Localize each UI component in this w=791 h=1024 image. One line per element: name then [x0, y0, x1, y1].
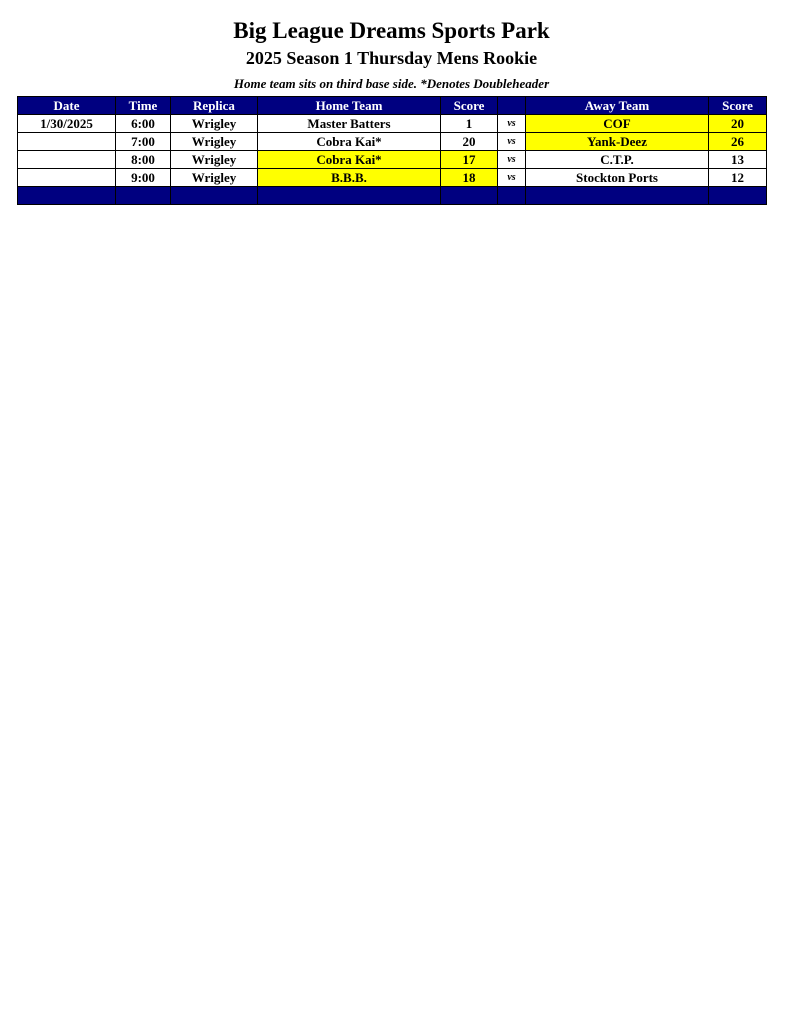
cell-away-score: 12 — [709, 169, 767, 187]
cell-vs: vs — [498, 169, 526, 187]
table-row — [18, 115, 767, 133]
column-header-home-team: Home Team — [258, 97, 441, 115]
cell-time: 7:00 — [116, 133, 171, 151]
cell-home-score: 18 — [441, 169, 498, 187]
cell-replica: Wrigley — [171, 115, 258, 133]
column-header-date: Date — [18, 97, 116, 115]
column-header-away-team: Away Team — [526, 97, 709, 115]
schedule-note: Home team sits on third base side. *Denotes Doubleheader — [233, 76, 550, 91]
cell-away-score: 13 — [709, 151, 767, 169]
cell-home-team: Master Batters — [258, 115, 441, 133]
column-header-away-score: Score — [709, 97, 767, 115]
cell-vs: vs — [498, 115, 526, 133]
column-header-home-score: Score — [441, 97, 498, 115]
page-subtitle: 2025 Season 1 Thursday Mens Rookie — [245, 48, 538, 68]
table-row — [18, 133, 767, 151]
column-header-replica: Replica — [171, 97, 258, 115]
cell-home-score: 20 — [441, 133, 498, 151]
cell-replica: Wrigley — [171, 133, 258, 151]
cell-date — [18, 133, 116, 151]
column-header-vs — [498, 97, 526, 115]
cell-replica: Wrigley — [171, 169, 258, 187]
table-header-row — [18, 97, 767, 115]
cell-home-team: Cobra Kai* — [258, 133, 441, 151]
cell-vs: vs — [498, 151, 526, 169]
column-header-time: Time — [116, 97, 171, 115]
table-row — [18, 151, 767, 169]
cell-away-score: 20 — [709, 115, 767, 133]
cell-replica: Wrigley — [171, 151, 258, 169]
cell-time: 9:00 — [116, 169, 171, 187]
cell-away-team: COF — [526, 115, 709, 133]
table-footer-row — [18, 187, 767, 205]
cell-home-score: 1 — [441, 115, 498, 133]
cell-time: 8:00 — [116, 151, 171, 169]
table-row — [18, 169, 767, 187]
cell-time: 6:00 — [116, 115, 171, 133]
cell-home-team: B.B.B. — [258, 169, 441, 187]
cell-date — [18, 151, 116, 169]
cell-home-team: Cobra Kai* — [258, 151, 441, 169]
cell-date: 1/30/2025 — [18, 115, 116, 133]
cell-away-team: Yank-Deez — [526, 133, 709, 151]
schedule-table — [17, 96, 767, 205]
cell-date — [18, 169, 116, 187]
cell-vs: vs — [498, 133, 526, 151]
cell-away-team: C.T.P. — [526, 151, 709, 169]
cell-away-score: 26 — [709, 133, 767, 151]
cell-away-team: Stockton Ports — [526, 169, 709, 187]
cell-home-score: 17 — [441, 151, 498, 169]
page-title: Big League Dreams Sports Park — [233, 18, 550, 43]
